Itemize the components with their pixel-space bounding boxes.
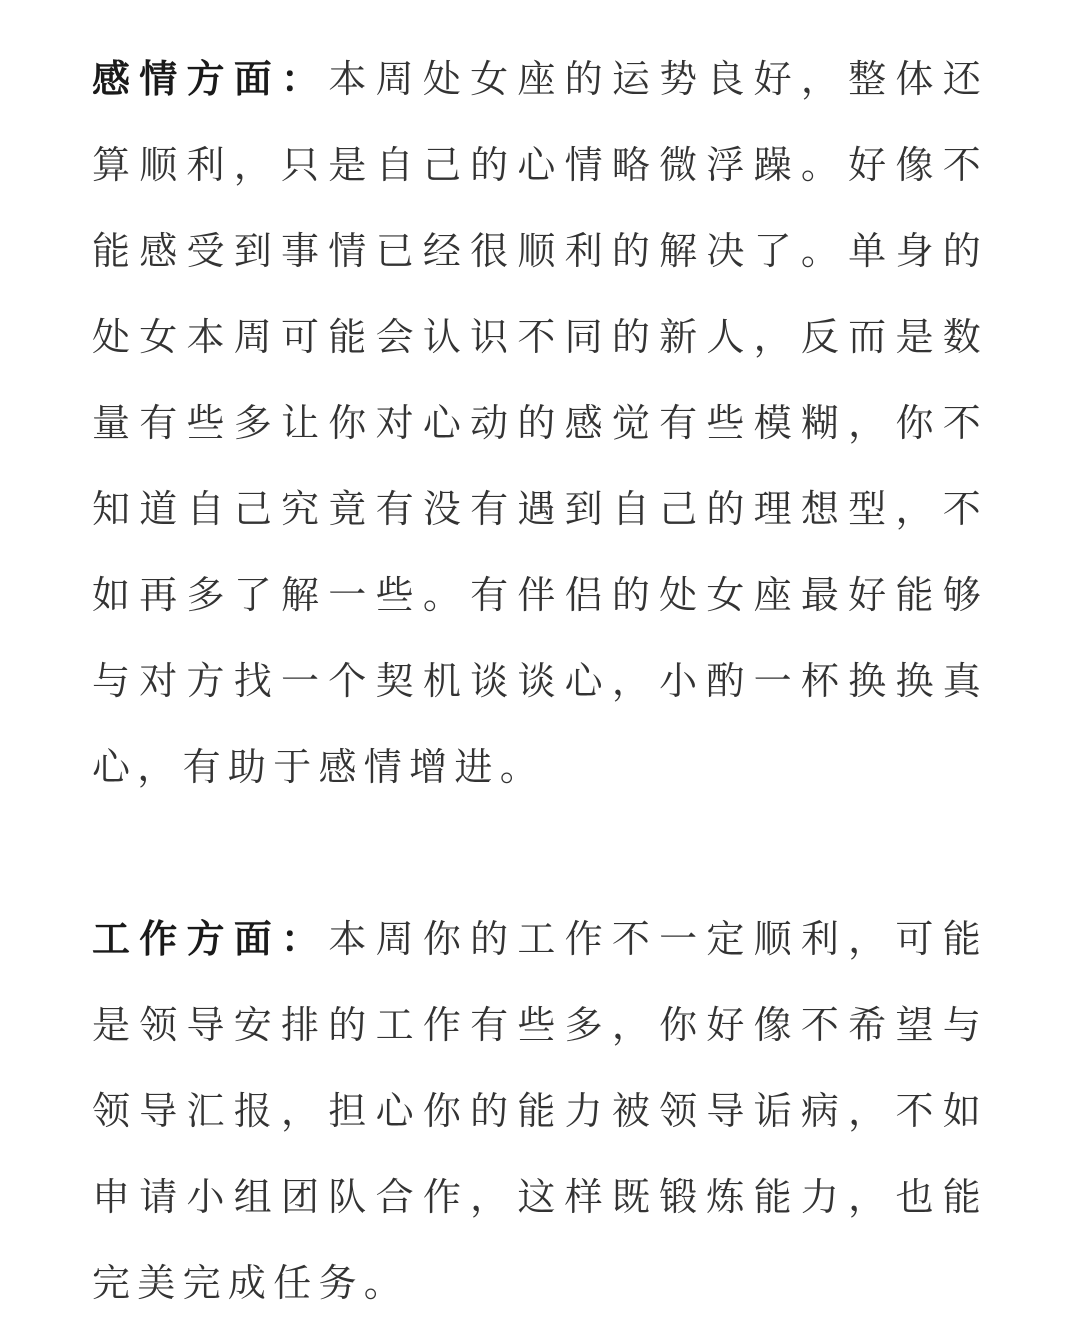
work-heading: 工作方面：: [92, 917, 329, 961]
love-heading: 感情方面：: [92, 57, 329, 101]
love-section: [92, 36, 988, 810]
work-text: 本周你的工作不一定顺利，可能是领导安排的工作有些多，你好像不希望与领导汇报，担心你的能力被领导诟病，不如申请小组团队合作，这样既锻炼能力，也能完美完成任务。: [92, 917, 988, 1305]
article-body: [92, 36, 988, 1326]
love-text: 本周处女座的运势良好，整体还算顺利，只是自己的心情略微浮躁。好像不能感受到事情已经很顺利的解决了。单身的处女本周可能会认识不同的新人，反而是数量有些多让你对心动的感觉有些模糊，你不知道自己究竟有没有遇到自己的理想型，不如再多了解一些。有伴侣的处女座最好能够与对方找一个契机谈谈心，小酌一杯换换真心，有助于感情增进。: [92, 57, 988, 789]
work-section: [92, 896, 988, 1326]
